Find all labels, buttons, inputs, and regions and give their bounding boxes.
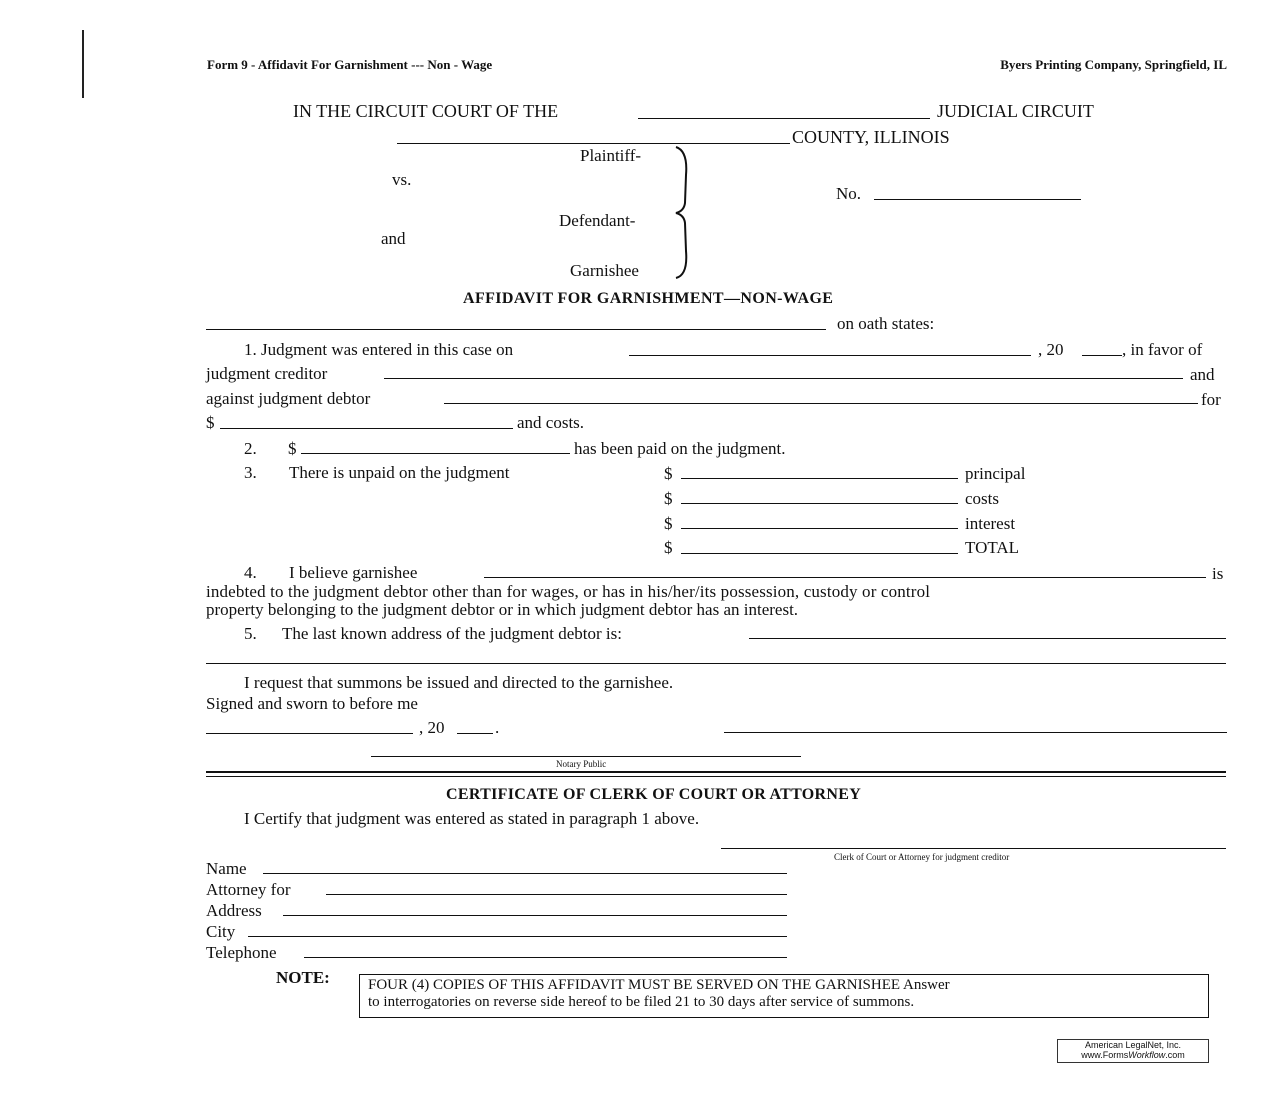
debtor-label: against judgment debtor (206, 389, 371, 408)
para1-text: 1. Judgment was entered in this case on (244, 340, 514, 359)
judgment-year-field[interactable] (1082, 355, 1122, 356)
para1-for-label: for (1201, 390, 1221, 409)
city-label: City (206, 922, 236, 941)
para1-year-label: , 20 (1038, 340, 1064, 359)
principal-field[interactable] (681, 478, 958, 479)
creditor-field[interactable] (384, 378, 1183, 379)
plaintiff-label: Plaintiff- (580, 146, 642, 165)
principal-label: principal (965, 464, 1026, 483)
court-suffix: JUDICIAL CIRCUIT (937, 101, 1094, 121)
sworn-period: . (495, 718, 500, 737)
request-text: I request that summons be issued and directed to the garnishee. (244, 673, 674, 692)
judgment-amount-field[interactable] (220, 428, 513, 429)
circuit-field[interactable] (638, 118, 930, 119)
para1-favor-label: , in favor of (1122, 340, 1203, 359)
caption-brace (672, 145, 696, 280)
case-no-field[interactable] (874, 199, 1081, 200)
para1-and-label: and (1190, 365, 1215, 384)
sworn-year-field[interactable] (457, 733, 493, 734)
principal-dollar-sign: $ (664, 464, 673, 483)
para1-dollar-sign: $ (206, 413, 215, 432)
para4-is-label: is (1212, 564, 1224, 583)
note-label: NOTE: (276, 968, 330, 987)
paid-amount-field[interactable] (301, 453, 570, 454)
para4-line2: indebted to the judgment debtor other than for wages, or has in his/her/its possession, custody or control (206, 582, 931, 601)
para4-number: 4. (244, 563, 257, 582)
interest-dollar-sign: $ (664, 514, 673, 533)
stamp-line-1: American LegalNet, Inc. (1084, 1040, 1182, 1050)
county-field[interactable] (397, 143, 790, 144)
garnishee-field[interactable] (484, 577, 1206, 578)
scan-edge-mark (82, 30, 84, 98)
city-field[interactable] (248, 936, 787, 937)
clerk-caption: Clerk of Court or Attorney for judgment creditor (834, 852, 1010, 862)
telephone-label: Telephone (206, 943, 277, 962)
form-header-right: Byers Printing Company, Springfield, IL (1000, 57, 1227, 72)
para2-number: 2. (244, 439, 257, 458)
signed-text: Signed and sworn to before me (206, 694, 418, 713)
name-label: Name (206, 859, 247, 878)
separator-rule-bottom (206, 776, 1226, 777)
county-label: COUNTY, ILLINOIS (792, 127, 950, 147)
sworn-year-label: , 20 (419, 718, 445, 737)
para1-costs-label: and costs. (517, 413, 585, 432)
form-header-left: Form 9 - Affidavit For Garnishment --- Non - Wage (207, 57, 493, 72)
interest-field[interactable] (681, 528, 958, 529)
separator-rule-top (206, 771, 1226, 773)
para5-text: The last known address of the judgment debtor is: (282, 624, 622, 643)
total-field[interactable] (681, 553, 958, 554)
vs-label: vs. (392, 170, 412, 189)
telephone-field[interactable] (304, 957, 787, 958)
creditor-label: judgment creditor (206, 364, 328, 383)
note-line-2: to interrogatories on reverse side hereof to be filed 21 to 30 days after service of summons. (368, 994, 915, 1010)
certificate-title: CERTIFICATE OF CLERK OF COURT OR ATTORNEY (446, 786, 862, 803)
para4-text: I believe garnishee (289, 563, 418, 582)
costs-dollar-sign: $ (664, 489, 673, 508)
affiant-signature-field[interactable] (724, 732, 1227, 733)
legalnet-stamp (1057, 1039, 1209, 1063)
court-prefix: IN THE CIRCUIT COURT OF THE (293, 101, 559, 121)
costs-label: costs (965, 489, 999, 508)
note-line-1: FOUR (4) COPIES OF THIS AFFIDAVIT MUST BE SERVED ON THE GARNISHEE Answer (368, 977, 950, 993)
oath-text: on oath states: (837, 314, 935, 333)
name-field[interactable] (263, 873, 787, 874)
garnishee-label: Garnishee (570, 261, 639, 280)
stamp-line-2: www.FormsWorkflow.com (1081, 1050, 1185, 1060)
total-label: TOTAL (965, 538, 1020, 557)
para3-number: 3. (244, 463, 257, 482)
address-field-1[interactable] (749, 638, 1226, 639)
address-field-2[interactable] (206, 663, 1226, 664)
certificate-text: I Certify that judgment was entered as stated in paragraph 1 above. (244, 809, 700, 828)
para2-text: has been paid on the judgment. (574, 439, 786, 458)
case-no-label: No. (836, 184, 862, 203)
debtor-field[interactable] (444, 403, 1198, 404)
para5-number: 5. (244, 624, 257, 643)
and-label: and (381, 229, 406, 248)
notary-caption: Notary Public (556, 759, 607, 769)
interest-label: interest (965, 514, 1016, 533)
notary-signature-field[interactable] (371, 756, 801, 757)
para3-text: There is unpaid on the judgment (289, 463, 510, 482)
affidavit-title: AFFIDAVIT FOR GARNISHMENT—NON-WAGE (463, 290, 834, 307)
affiant-name-field[interactable] (206, 329, 826, 330)
attorney-for-field[interactable] (326, 894, 787, 895)
para2-dollar-sign: $ (288, 439, 297, 458)
defendant-label: Defendant- (559, 211, 636, 230)
para4-line3: property belonging to the judgment debtor or in which judgment debtor has an interest. (206, 600, 799, 619)
sworn-date-field[interactable] (206, 733, 413, 734)
judgment-date-field[interactable] (629, 355, 1031, 356)
total-dollar-sign: $ (664, 538, 673, 557)
attorney-for-label: Attorney for (206, 880, 291, 899)
clerk-signature-field[interactable] (721, 848, 1226, 849)
costs-field[interactable] (681, 503, 958, 504)
address-field[interactable] (283, 915, 787, 916)
address-label: Address (206, 901, 262, 920)
